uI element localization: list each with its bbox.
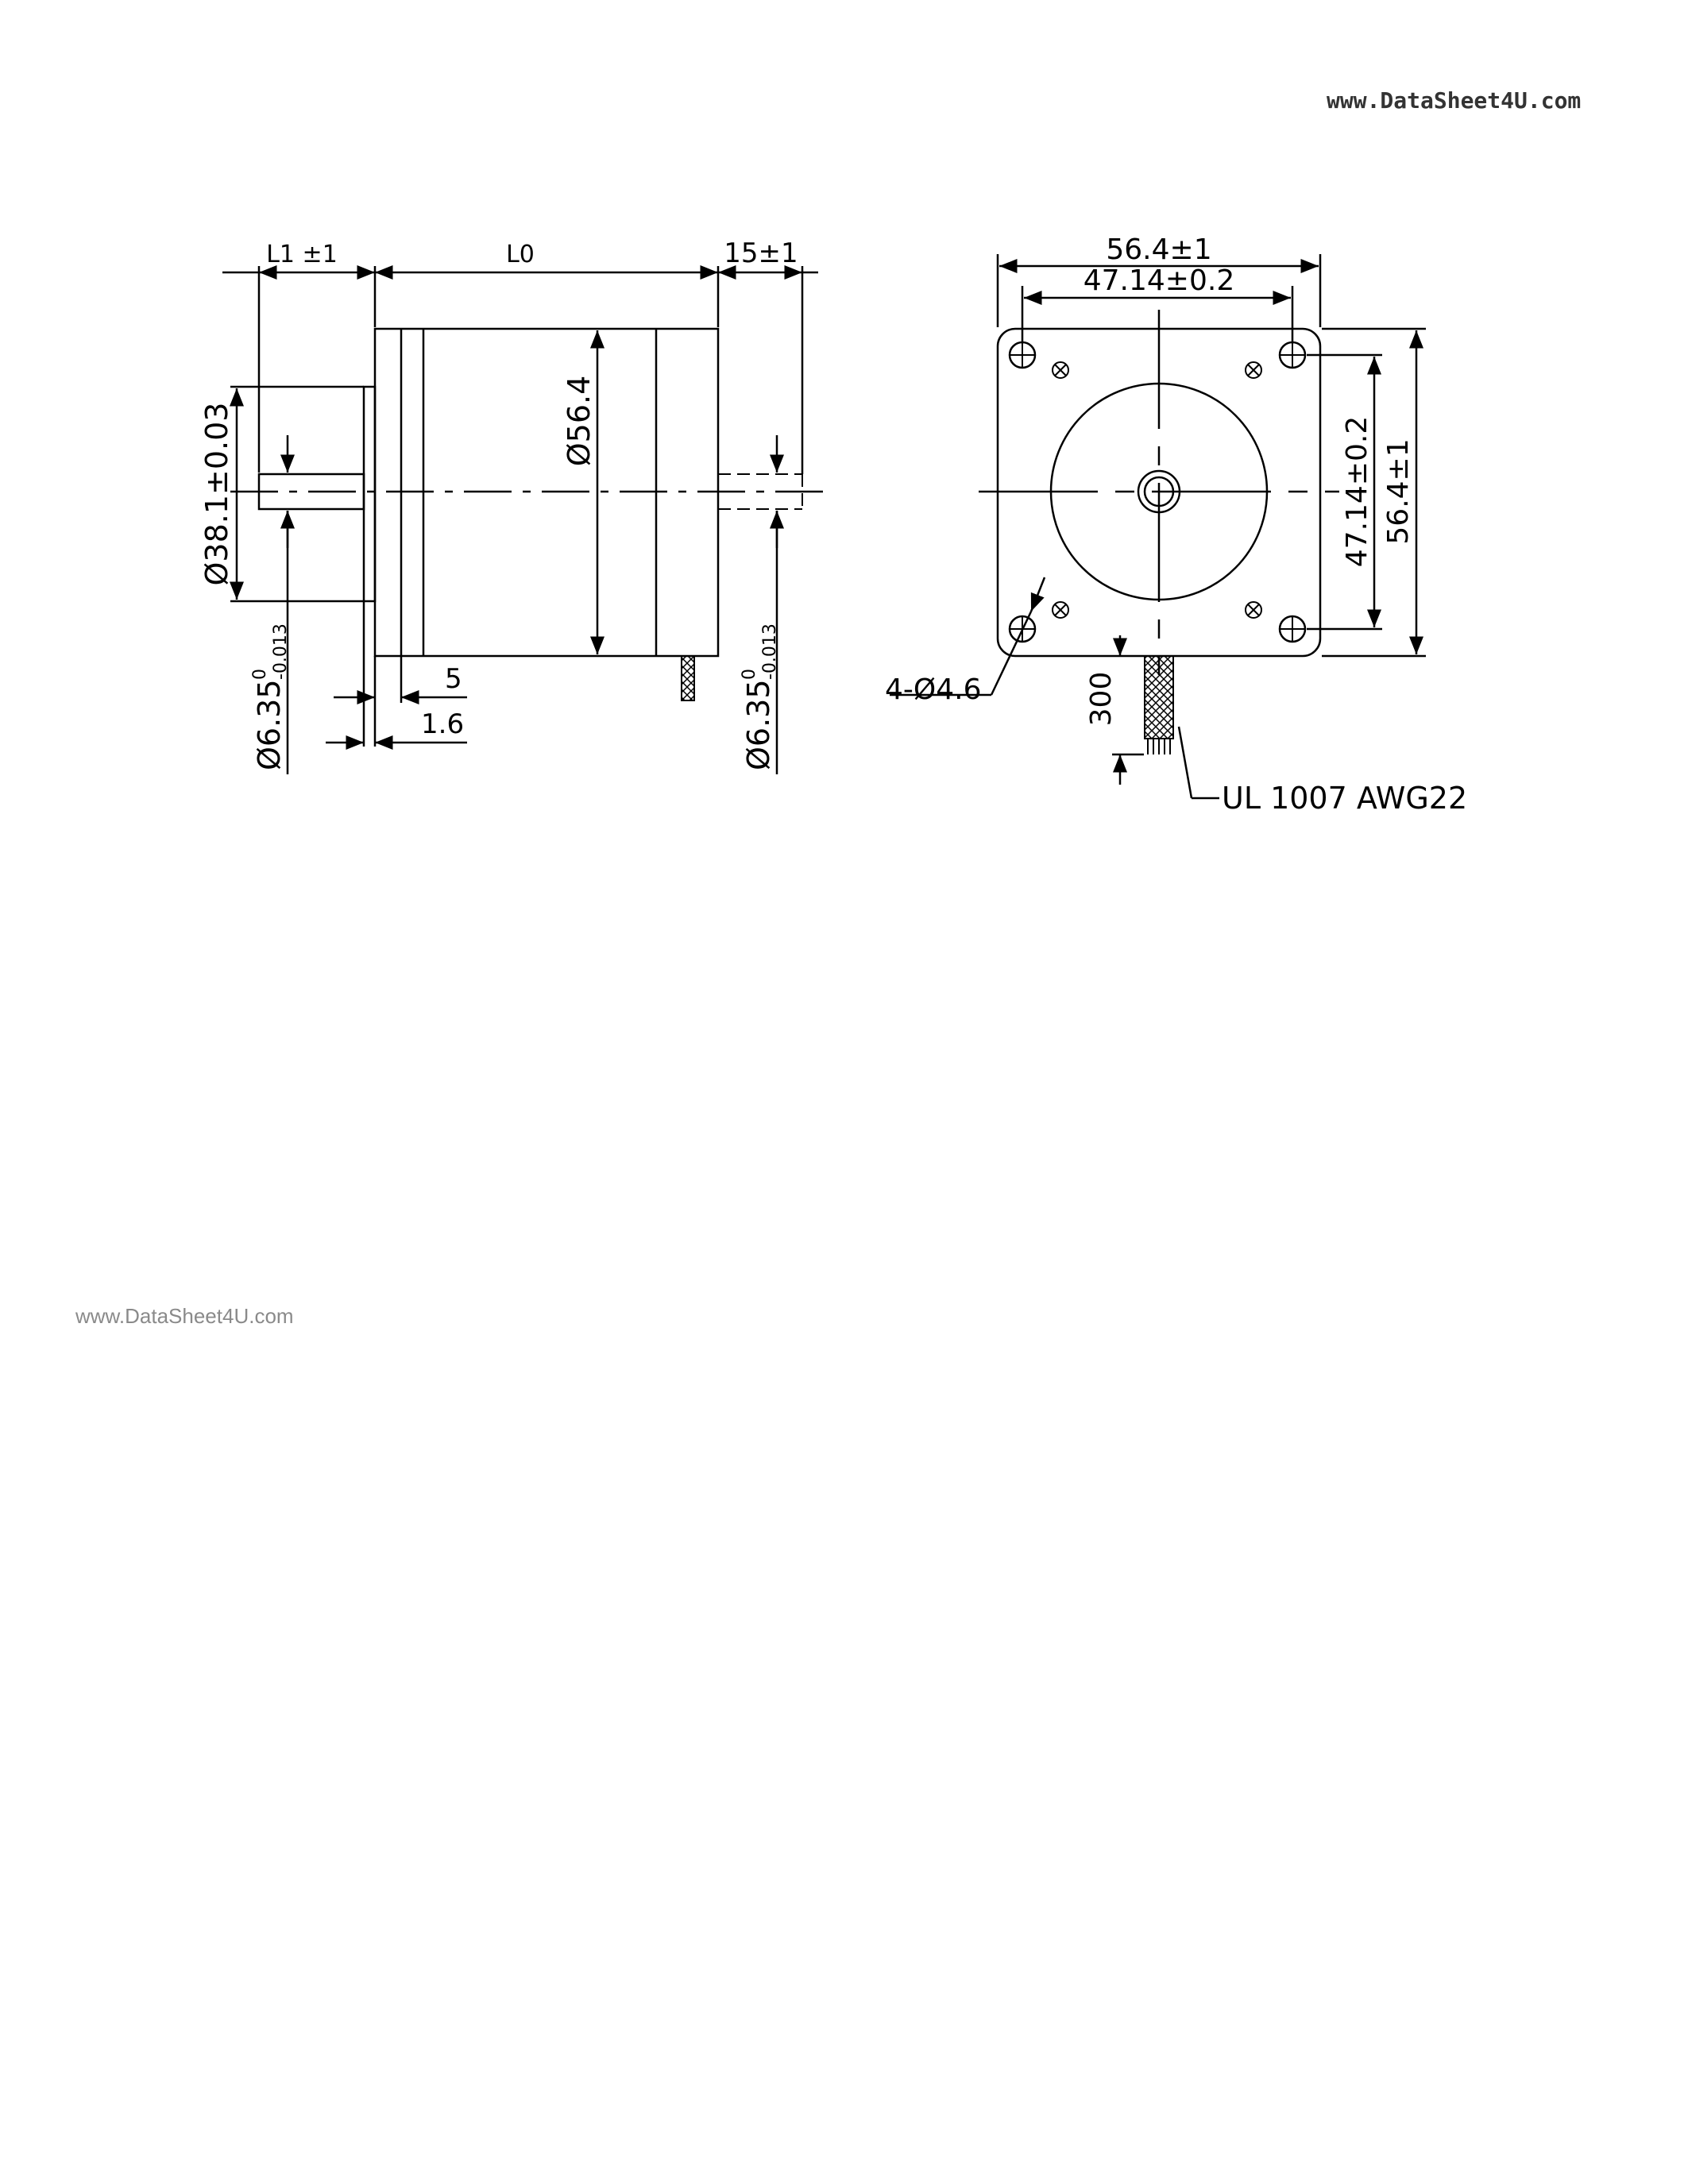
lead-wire-bundle (1145, 656, 1173, 739)
dim-holes-label: 4-Ø4.6 (885, 673, 982, 706)
dim-lead-length-label: 300 (1085, 671, 1118, 727)
watermark-middle: www.DataSheet4U.com (75, 1304, 294, 1328)
screw-tr (1246, 362, 1261, 378)
dim-height-label: 56.4±1 (1382, 438, 1415, 545)
pilot-boss (364, 387, 375, 601)
svg-text:Ø6.35: Ø6.35 (741, 679, 776, 770)
lead-wire-side (682, 656, 694, 700)
svg-text:-0.013: -0.013 (271, 623, 291, 680)
dim-L1-label: L1 ±1 (266, 241, 338, 268)
svg-text:-0.013: -0.013 (760, 623, 780, 680)
svg-text:0: 0 (250, 669, 270, 680)
lead-wire-label: UL 1007 AWG22 (1222, 781, 1468, 816)
dim-body-dia-label: Ø56.4 (562, 375, 597, 467)
dim-rear-shaft-dia-label (740, 623, 780, 770)
dim-flange-label: 5 (445, 663, 462, 695)
dim-width-label: 56.4±1 (1106, 233, 1212, 266)
dim-pilot-dia-label: Ø38.1±0.03 (199, 402, 234, 586)
screw-br (1246, 602, 1261, 618)
svg-text:Ø6.35: Ø6.35 (252, 679, 287, 770)
svg-text:0: 0 (740, 669, 759, 680)
dim-rear-shaft-label: 15±1 (724, 237, 798, 269)
dim-L0-label: L0 (506, 241, 535, 268)
dim-hole-spacing-h-label: 47.14±0.2 (1083, 264, 1235, 297)
dim-front-shaft-dia-label (250, 623, 291, 770)
screw-bl (1053, 602, 1068, 618)
dim-hole-spacing-v-label: 47.14±0.2 (1341, 415, 1373, 568)
watermark-top: www.DataSheet4U.com (1327, 87, 1582, 114)
dim-pilot-label: 1.6 (421, 708, 465, 740)
screw-tl (1053, 362, 1068, 378)
